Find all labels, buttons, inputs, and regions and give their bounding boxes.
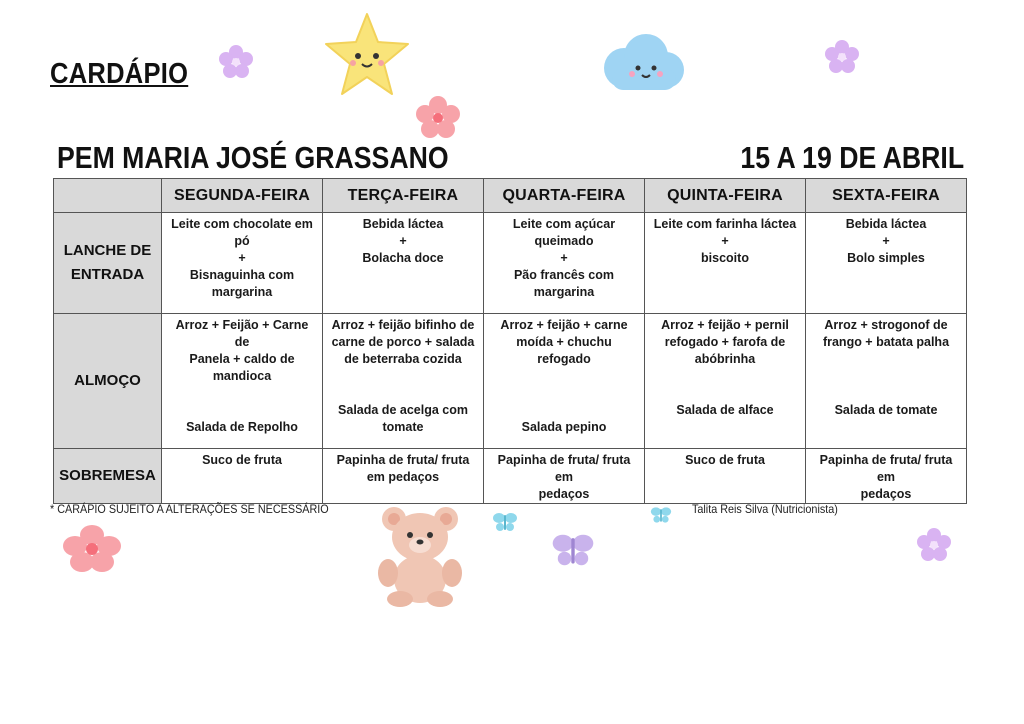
menu-line: de beterraba cozida — [344, 352, 462, 366]
salad-line: tomate — [382, 420, 424, 434]
menu-line: Leite com açúcar — [512, 217, 616, 231]
sobremesa-monday — [162, 449, 323, 504]
table-row-sobremesa — [54, 449, 967, 504]
sobremesa-thursday — [645, 449, 806, 504]
table-row-lanche — [54, 213, 967, 314]
menu-line: + — [238, 251, 246, 265]
menu-line: Papinha de fruta/ fruta — [336, 453, 470, 467]
flower-icon — [824, 39, 860, 75]
menu-line: Arroz + Feijão + Carne de — [175, 318, 309, 349]
menu-line: + — [721, 234, 729, 248]
butterfly-icon — [650, 505, 672, 525]
menu-line: margarina — [211, 285, 273, 299]
row-label-line: ENTRADA — [70, 266, 145, 283]
lanche-tuesday — [323, 213, 484, 314]
lanche-thursday — [645, 213, 806, 314]
date-range: 15 A 19 DE ABRIL — [740, 140, 964, 175]
flower-icon — [916, 527, 952, 563]
day-header-wednesday: QUARTA-FEIRA — [484, 179, 645, 213]
menu-line: Leite com farinha láctea — [653, 217, 797, 231]
salad-line: Salada de acelga com — [338, 403, 468, 417]
menu-line: refogado + farofa de — [664, 335, 786, 349]
almoco-wednesday — [484, 314, 645, 449]
lanche-friday — [806, 213, 967, 314]
menu-line: Bolo simples — [847, 251, 925, 265]
table-header-row — [54, 179, 967, 213]
menu-line: mandioca — [212, 369, 272, 383]
day-header-friday: SEXTA-FEIRA — [806, 179, 967, 213]
salad-line: Salada de tomate — [834, 403, 938, 417]
flower-icon — [218, 44, 254, 80]
table-row-almoco — [54, 314, 967, 449]
cloud-icon — [594, 28, 690, 98]
menu-line: pedaços — [860, 487, 912, 501]
almoco-friday — [806, 314, 967, 449]
menu-line: frango + batata palha — [822, 335, 950, 349]
menu-line: Suco de fruta — [202, 453, 282, 467]
menu-line: Papinha de fruta/ fruta em — [819, 453, 953, 484]
menu-line: pedaços — [538, 487, 590, 501]
almoco-monday — [162, 314, 323, 449]
day-header-tuesday: TERÇA-FEIRA — [323, 179, 484, 213]
menu-line: carne de porco + salada — [331, 335, 475, 349]
almoco-tuesday — [323, 314, 484, 449]
flower-icon — [63, 524, 121, 574]
menu-line: Suco de fruta — [685, 453, 765, 467]
menu-line: Papinha de fruta/ fruta em — [497, 453, 631, 484]
teddy-bear-icon — [372, 503, 468, 607]
menu-line: + — [399, 234, 407, 248]
menu-line: Arroz + feijão + pernil — [661, 318, 789, 332]
menu-line: Arroz + strogonof de — [824, 318, 948, 332]
salad-line: Salada de alface — [676, 403, 774, 417]
flower-icon — [416, 96, 460, 140]
menu-line: Bebida láctea — [362, 217, 444, 231]
lanche-monday — [162, 213, 323, 314]
menu-line: moída + chuchu refogado — [516, 335, 612, 366]
sobremesa-tuesday — [323, 449, 484, 504]
sobremesa-friday — [806, 449, 967, 504]
menu-line: Arroz + feijão + carne — [500, 318, 628, 332]
butterfly-icon — [551, 530, 595, 570]
butterfly-icon — [492, 511, 518, 533]
menu-line: margarina — [533, 285, 595, 299]
row-label-sobremesa: SOBREMESA — [54, 449, 162, 504]
star-icon — [322, 10, 412, 100]
menu-line: biscoito — [701, 251, 749, 265]
nutritionist-name: Talita Reis Silva (Nutricionista) — [692, 502, 838, 516]
almoco-thursday — [645, 314, 806, 449]
menu-line: Bebida láctea — [845, 217, 927, 231]
lanche-wednesday — [484, 213, 645, 314]
menu-line: em pedaços — [366, 470, 440, 484]
menu-line: Bisnaguinha com — [189, 268, 295, 282]
menu-table — [53, 178, 967, 504]
row-label-lanche — [54, 213, 162, 314]
disclaimer-note: * CARÁPIO SUJEITO A ALTERAÇÕES SE NECESSÁRIO — [50, 502, 329, 516]
menu-line: pó — [234, 234, 250, 248]
school-name: PEM MARIA JOSÉ GRASSANO — [57, 140, 449, 175]
menu-line: queimado — [534, 234, 594, 248]
day-header-thursday: QUINTA-FEIRA — [645, 179, 806, 213]
row-label-almoco: ALMOÇO — [54, 314, 162, 449]
corner-cell — [54, 179, 162, 213]
salad-line: Salada pepino — [521, 420, 607, 434]
menu-line: Arroz + feijão bifinho de — [331, 318, 475, 332]
menu-line: Bolacha doce — [362, 251, 444, 265]
menu-line: Pão francês com — [513, 268, 615, 282]
menu-line: Panela + caldo de — [189, 352, 295, 366]
menu-line: abóbrinha — [694, 352, 756, 366]
page-title: CARDÁPIO — [50, 58, 189, 90]
menu-line: + — [560, 251, 568, 265]
salad-line: Salada de Repolho — [186, 420, 298, 434]
day-header-monday: SEGUNDA-FEIRA — [162, 179, 323, 213]
sobremesa-wednesday — [484, 449, 645, 504]
row-label-line: LANCHE DE — [63, 242, 152, 259]
menu-line: + — [882, 234, 890, 248]
menu-line: Leite com chocolate em — [171, 217, 313, 231]
